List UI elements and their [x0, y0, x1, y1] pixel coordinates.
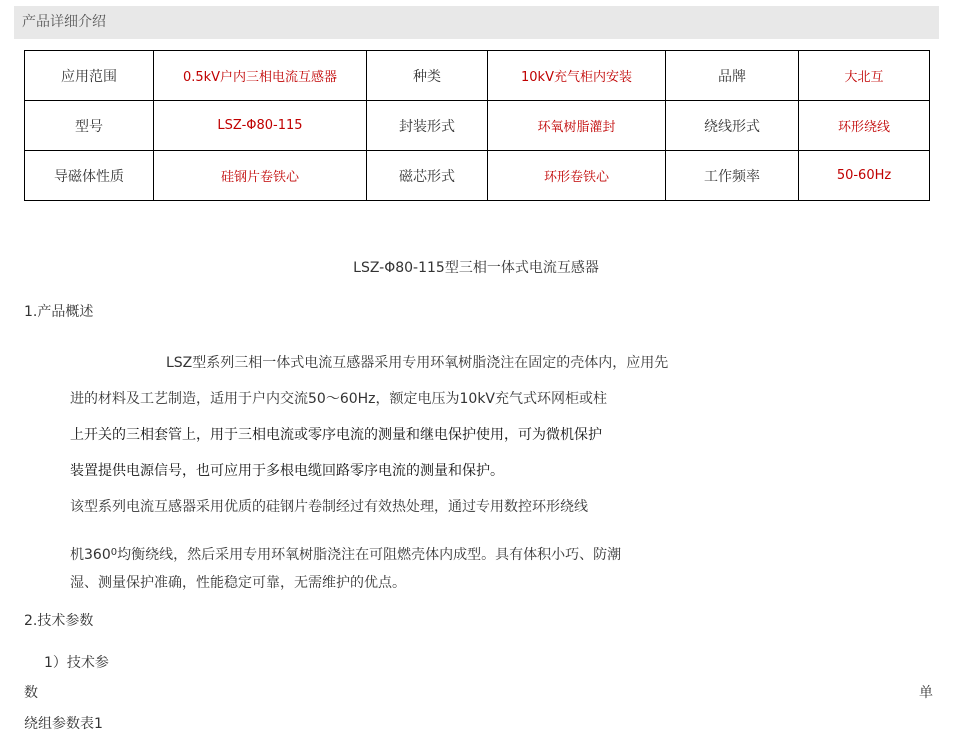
spec-value: 大北互 — [799, 51, 930, 101]
table-row — [25, 151, 930, 201]
paragraph-line: 湿、测量保护准确，性能稳定可靠，无需维护的优点。 — [70, 575, 406, 591]
spec-value: LSZ-Φ80-115 — [154, 101, 367, 151]
spec-key: 导磁体性质 — [25, 151, 154, 201]
spec-value: 0.5kV户内三相电流互感器 — [154, 51, 367, 101]
paragraph-line: 进的材料及工艺制造，适用于户内交流50～60Hz，额定电压为10kV充气式环网柜或柱 — [70, 391, 608, 407]
paragraph-line — [70, 545, 621, 567]
spec-key: 绕线形式 — [666, 101, 799, 151]
spec-key: 封装形式 — [367, 101, 488, 151]
table-caption: 绕组参数表1 — [24, 716, 103, 732]
paragraph-line: 上开关的三相套管上，用于三相电流或零序电流的测量和继电保护使用，可为微机保护 — [70, 427, 602, 443]
truncated-text-fragment: 单 — [919, 685, 933, 701]
spec-key: 品牌 — [666, 51, 799, 101]
paragraph-line: 该型系列电流互感器采用优质的硅钢片卷制经过有效热处理，通过专用数控环形绕线 — [70, 499, 588, 515]
spec-key: 应用范围 — [25, 51, 154, 101]
subsection-heading-continued: 数 — [24, 685, 38, 701]
section-heading-tech-params: 2.技术参数 — [24, 613, 94, 629]
spec-key: 种类 — [367, 51, 488, 101]
spec-value: 50-60Hz — [799, 151, 930, 201]
section-header-title: 产品详细介绍 — [22, 14, 106, 30]
table-row — [25, 51, 930, 101]
subsection-heading: 1）技术参 — [44, 655, 109, 671]
spec-key: 磁芯形式 — [367, 151, 488, 201]
spec-value: 10kV充气柜内安装 — [488, 51, 666, 101]
table-row — [25, 101, 930, 151]
paragraph-text: 均衡绕线，然后采用专用环氧树脂浇注在可阻燃壳体内成型。具有体积小巧、防潮 — [117, 547, 622, 563]
paragraph-line: LSZ型系列三相一体式电流互感器采用专用环氧树脂浇注在固定的壳体内，应用先 — [166, 355, 669, 371]
degree-superscript: 0 — [110, 547, 118, 558]
spec-value: 环形卷铁心 — [488, 151, 666, 201]
article-title: LSZ-Φ80-115型三相一体式电流互感器 — [353, 260, 599, 276]
paragraph-line: 装置提供电源信号，也可应用于多根电缆回路零序电流的测量和保护。 — [70, 463, 504, 479]
spec-key: 型号 — [25, 101, 154, 151]
spec-value: 硅钢片卷铁心 — [154, 151, 367, 201]
spec-key: 工作频率 — [666, 151, 799, 201]
section-heading-overview: 1.产品概述 — [24, 304, 94, 320]
paragraph-text: 机360 — [70, 547, 111, 563]
section-header — [14, 6, 939, 39]
spec-value: 环形绕线 — [799, 101, 930, 151]
spec-table — [24, 50, 930, 201]
spec-value: 环氧树脂灌封 — [488, 101, 666, 151]
